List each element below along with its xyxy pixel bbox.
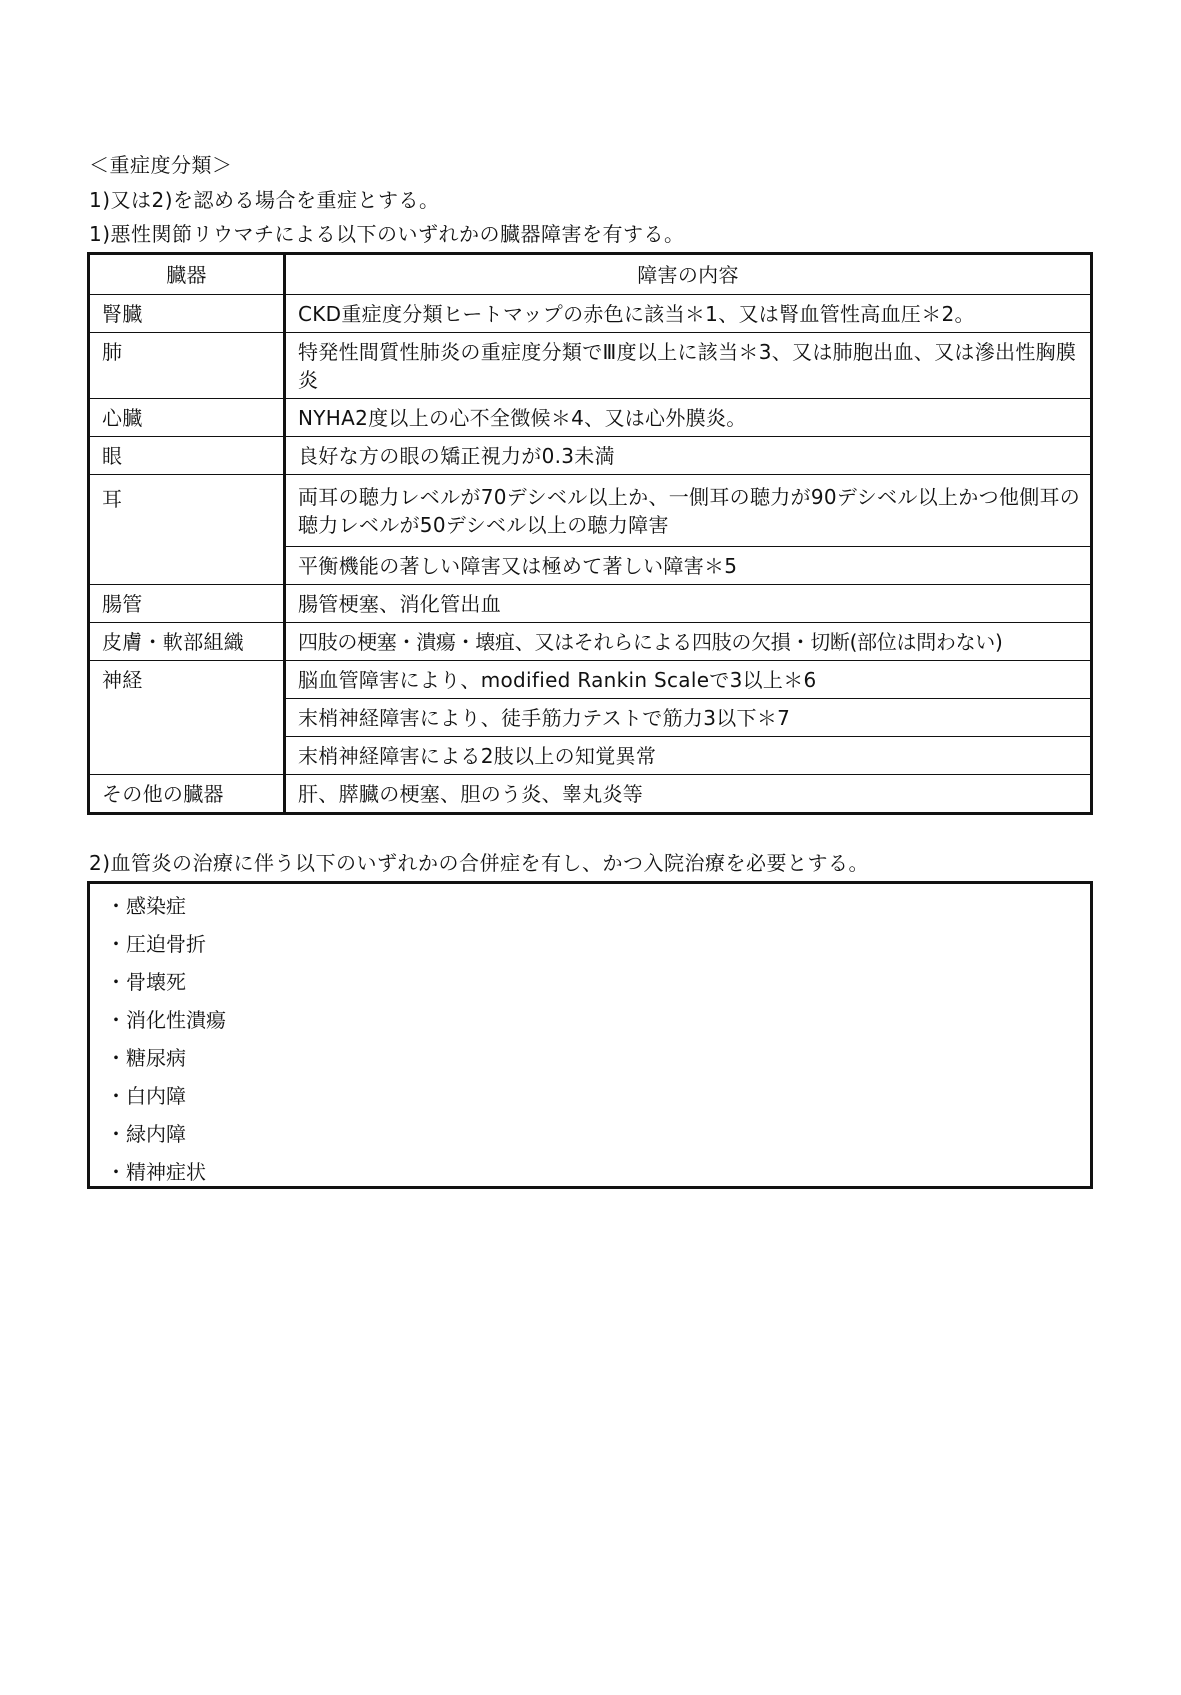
content-cell: 特発性間質性肺炎の重症度分類でⅢ度以上に該当＊3、又は肺胞出血、又は滲出性胸膜炎 <box>285 333 1092 399</box>
organ-cell: 腸管 <box>89 585 285 623</box>
list-item: ・消化性潰瘍 <box>106 1008 226 1032</box>
list-item: ・圧迫骨折 <box>106 932 206 956</box>
list-item: ・骨壊死 <box>106 970 186 994</box>
table-row <box>89 295 1092 333</box>
section2-title: 2)血管炎の治療に伴う以下のいずれかの合併症を有し、かつ入院治療を必要とする。 <box>89 851 870 875</box>
content-cell: CKD重症度分類ヒートマップの赤色に該当＊1、又は腎血管性高血圧＊2。 <box>285 295 1092 333</box>
page-heading: ＜重症度分類＞ <box>89 153 233 177</box>
list-item: ・緑内障 <box>106 1122 186 1146</box>
organ-cell: 眼 <box>89 437 285 475</box>
table-row <box>89 661 1092 699</box>
organ-cell: 皮膚・軟部組織 <box>89 623 285 661</box>
organ-cell: 腎臓 <box>89 295 285 333</box>
content-cell: 良好な方の眼の矯正視力が0.3未満 <box>285 437 1092 475</box>
column-header-content: 障害の内容 <box>285 254 1092 295</box>
content-cell: 脳血管障害により、modified Rankin Scaleで3以上＊6 <box>285 661 1092 699</box>
content-cell: 腸管梗塞、消化管出血 <box>285 585 1092 623</box>
intro-text: 1)又は2)を認める場合を重症とする。 <box>89 188 440 212</box>
organ-cell: その他の臓器 <box>89 775 285 814</box>
organ-damage-table <box>87 252 1093 815</box>
table-row <box>89 585 1092 623</box>
content-cell: 両耳の聴力レベルが70デシベル以上か、一側耳の聴力が90デシベル以上かつ他側耳の聴力レベルが50デシベル以上の聴力障害 <box>285 475 1092 547</box>
table-row <box>89 475 1092 547</box>
organ-cell: 神経 <box>89 661 285 775</box>
table-row <box>89 333 1092 399</box>
content-cell: 四肢の梗塞・潰瘍・壊疽、又はそれらによる四肢の欠損・切断(部位は問わない) <box>285 623 1092 661</box>
list-item: ・白内障 <box>106 1084 186 1108</box>
list-item: ・糖尿病 <box>106 1046 186 1070</box>
organ-cell: 肺 <box>89 333 285 399</box>
list-item: ・精神症状 <box>106 1160 206 1184</box>
table-row <box>89 623 1092 661</box>
content-cell: NYHA2度以上の心不全徴候＊4、又は心外膜炎。 <box>285 399 1092 437</box>
table-header-row <box>89 254 1092 295</box>
section1-title: 1)悪性関節リウマチによる以下のいずれかの臓器障害を有する。 <box>89 222 685 246</box>
column-header-organ: 臓器 <box>89 254 285 295</box>
content-cell: 末梢神経障害により、徒手筋力テストで筋力3以下＊7 <box>285 699 1092 737</box>
content-cell: 肝、膵臓の梗塞、胆のう炎、睾丸炎等 <box>285 775 1092 814</box>
content-cell: 平衡機能の著しい障害又は極めて著しい障害＊5 <box>285 547 1092 585</box>
complications-box <box>87 881 1093 1189</box>
table-row <box>89 775 1092 814</box>
table-row <box>89 437 1092 475</box>
organ-cell: 心臓 <box>89 399 285 437</box>
list-item: ・感染症 <box>106 894 186 918</box>
table-row <box>89 399 1092 437</box>
organ-cell: 耳 <box>89 475 285 585</box>
content-cell: 末梢神経障害による2肢以上の知覚異常 <box>285 737 1092 775</box>
